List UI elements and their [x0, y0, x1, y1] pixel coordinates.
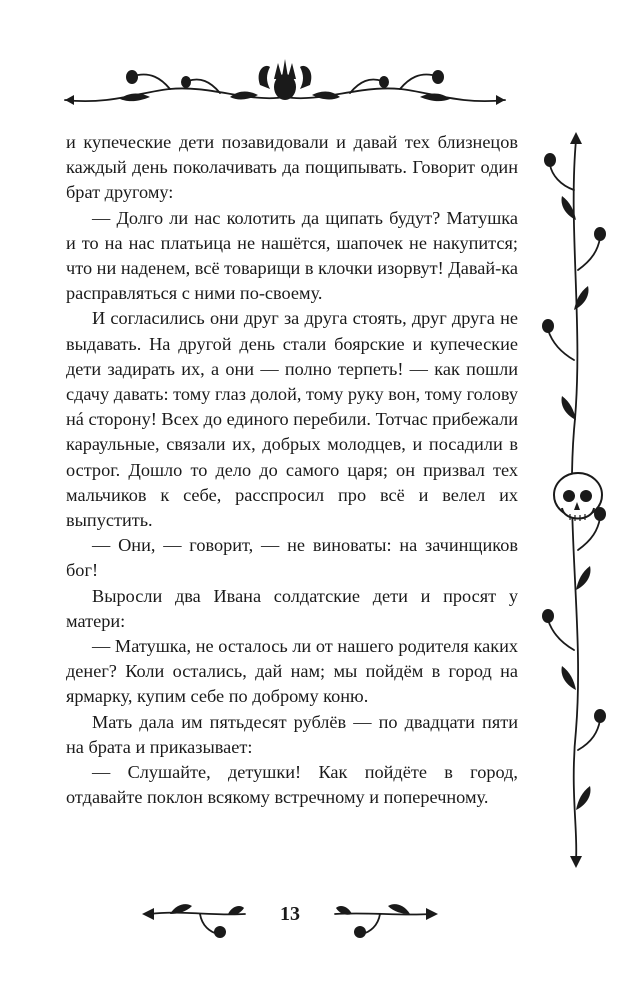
paragraph: — Слушайте, детушки! Как пойдёте в город, отдавайте поклон всякому встречному и поперечному. [66, 762, 518, 808]
page-number: 13 [280, 903, 300, 925]
thistle-ornament-icon [60, 55, 510, 115]
paragraph: — Матушка, не осталось ли от нашего родителя каких денег? Коли остались, дай нам; мы пойдём в город на ярмарку, купим себе по доброму коню. [66, 636, 518, 707]
thistle-vine-icon [538, 130, 608, 870]
paragraph: Мать дала им пятьдесят рублёв — по двадцати пяти на брата и приказывает: [66, 711, 518, 757]
story-text [66, 130, 518, 810]
paragraph: — Они, — говорит, — не виноваты: на зачинщиков бог! [66, 535, 518, 581]
paragraph: Выросли два Ивана солдатские дети и просят у матери: [66, 585, 518, 631]
paragraph: и купеческие дети позавидовали и давай тех близнецов каждый день поколачивать да пощипывать. Говорит один брат другому: [66, 132, 518, 203]
paragraph: — Долго ли нас колотить да щипать будут? Матушка и то на нас платьица не нашётся, шапочек не накупится; что ни наденем, всё товарищи в клочки изорвут! Давай-ка расправляться с ними по-своему. [66, 207, 518, 304]
paragraph: И согласились они друг за друга стоять, друг друга не выдавать. На другой день стали боярские и купеческие дети задирать их, а они — полно терпеть! — как пошли сдачу давать: тому глаз долой, тому руку вон, тому голову нá сторону! Всех до единого перебили. Тотчас прибежали караульные, связали их, добрых молодцев, и посадили в острог. Дошло то дело до самого царя; он призвал тех мальчиков к себе, расспросил про всё и велел их выпустить. [66, 308, 518, 531]
